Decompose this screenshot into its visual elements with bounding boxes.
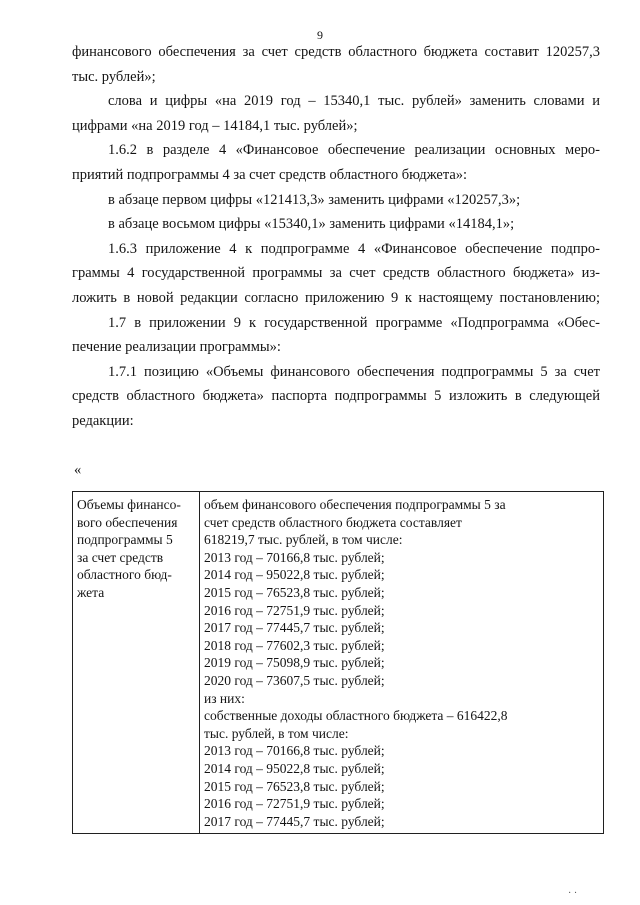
value-line: объем финансового обеспечения подпрограммы 5 за xyxy=(204,497,506,512)
passport-table xyxy=(72,491,604,834)
body-line: приятий подпрограммы 4 за счет средств областного бюджета»: xyxy=(72,166,468,183)
body-line: финансового обеспечения за счет средств областного бюджета составит 120257,3 xyxy=(72,44,600,60)
body-line: 1.7.1 позицию «Объемы финансового обеспечения подпрограммы 5 за счет xyxy=(108,363,600,380)
label-line: областного бюд- xyxy=(77,567,172,583)
label-line: за счет средств xyxy=(77,549,164,565)
scan-mark: · · xyxy=(568,888,578,899)
value-line: 2017 год – 77445,7 тыс. рублей; xyxy=(204,813,385,829)
body-line: в абзаце первом цифры «121413,3» заменить цифрами «120257,3»; xyxy=(108,191,521,208)
body-line: 1.6.2 в разделе 4 «Финансовое обеспечение реализации основных меро- xyxy=(108,142,600,159)
value-line: собственные доходы областного бюджета – 616422,8 xyxy=(204,708,508,724)
body-text xyxy=(72,40,600,434)
value-line: 2015 год – 76523,8 тыс. рублей; xyxy=(204,778,385,794)
value-line: 2015 год – 76523,8 тыс. рублей; xyxy=(204,584,385,600)
body-line: цифрами «на 2019 год – 14184,1 тыс. рублей»; xyxy=(72,117,358,134)
table-row xyxy=(73,492,604,834)
body-line: ложить в новой редакции согласно приложению 9 к настоящему постановлению; xyxy=(72,289,600,306)
label-line: жета xyxy=(77,584,105,600)
label-line: Объемы финансо- xyxy=(77,497,181,512)
label-line: вого обеспечения xyxy=(77,514,178,530)
page-number: 9 xyxy=(317,28,323,42)
value-line: счет средств областного бюджета составляет xyxy=(204,514,462,530)
value-line: 2013 год – 70166,8 тыс. рублей; xyxy=(204,549,385,565)
body-line: редакции: xyxy=(72,412,134,429)
body-line: тыс. рублей»; xyxy=(72,68,156,85)
value-line: 618219,7 тыс. рублей, в том числе: xyxy=(204,532,403,548)
value-line: 2020 год – 73607,5 тыс. рублей; xyxy=(204,672,385,688)
value-line: 2013 год – 70166,8 тыс. рублей; xyxy=(204,743,385,759)
label-line: подпрограммы 5 xyxy=(77,532,173,548)
value-line: 2014 год – 95022,8 тыс. рублей; xyxy=(204,567,385,583)
body-line: в абзаце восьмом цифры «15340,1» заменить цифрами «14184,1»; xyxy=(108,216,515,233)
opening-quote-mark: « xyxy=(74,462,82,478)
value-line: 2014 год – 95022,8 тыс. рублей; xyxy=(204,760,385,776)
body-line: граммы 4 государственной программы за счет средств областного бюджета» из- xyxy=(72,265,600,282)
value-line: из них: xyxy=(204,690,245,706)
value-line: 2016 год – 72751,9 тыс. рублей; xyxy=(204,796,385,812)
funding-label-cell xyxy=(73,492,200,834)
body-line: печение реализации программы»: xyxy=(72,339,281,356)
body-line: слова и цифры «на 2019 год – 15340,1 тыс. рублей» заменить словами и xyxy=(108,93,600,110)
value-line: тыс. рублей, в том числе: xyxy=(204,725,349,741)
body-line: средств областного бюджета» паспорта подпрограммы 5 изложить в следующей xyxy=(72,388,600,405)
body-line: 1.6.3 приложение 4 к подпрограмме 4 «Финансовое обеспечение подпро- xyxy=(108,240,600,257)
funding-value-cell xyxy=(200,492,604,834)
value-line: 2016 год – 72751,9 тыс. рублей; xyxy=(204,602,385,618)
value-line: 2018 год – 77602,3 тыс. рублей; xyxy=(204,637,385,653)
value-line: 2019 год – 75098,9 тыс. рублей; xyxy=(204,655,385,671)
body-line: 1.7 в приложении 9 к государственной программе «Подпрограмма «Обес- xyxy=(108,314,600,331)
value-line: 2017 год – 77445,7 тыс. рублей; xyxy=(204,620,385,636)
